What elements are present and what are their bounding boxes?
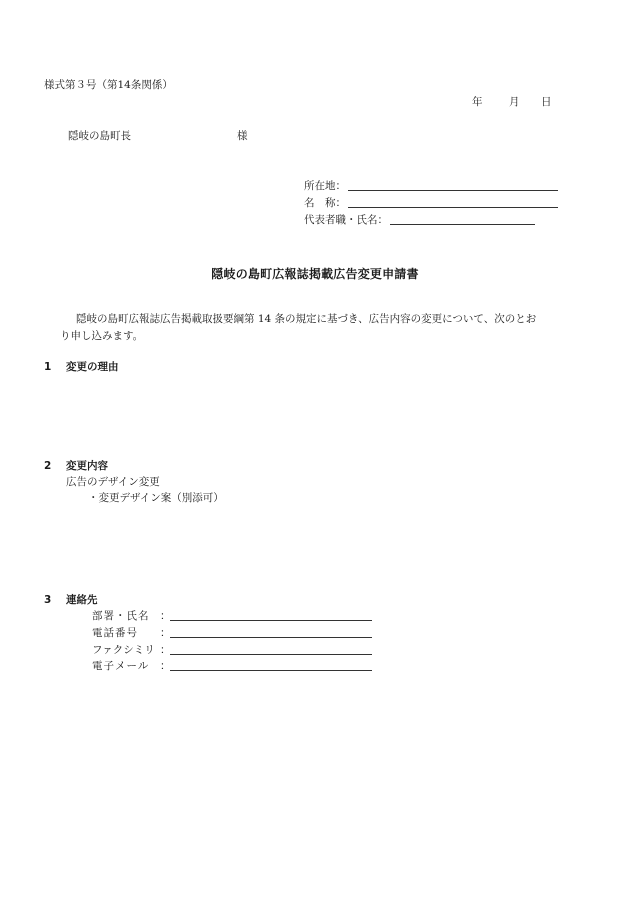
applicant-representative-row [304, 214, 535, 225]
section-1-heading [44, 362, 119, 373]
contact-phone-field[interactable] [170, 627, 372, 638]
section-2-heading [44, 461, 108, 472]
section-2-content: 広告のデザイン変更 [66, 476, 160, 488]
addressee-name: 隠岐の島町長 [68, 130, 131, 142]
body-line-1: 隠岐の島町広報誌広告掲載取扱要綱第 14 条の規定に基づき、広告内容の変更について、次のとお [76, 313, 537, 325]
body-line-2: り申し込みます。 [60, 329, 144, 342]
form-number: 様式第３号（第14条関係） [44, 79, 173, 91]
applicant-name-row [304, 197, 558, 208]
contact-phone-colon: ： [160, 626, 171, 639]
applicant-address-row [304, 180, 558, 191]
applicant-address-field[interactable] [348, 180, 558, 191]
contact-department-field[interactable] [170, 610, 372, 621]
applicant-representative-label: 代表者職・氏名： [304, 213, 388, 226]
contact-row-fax [92, 644, 372, 655]
section-2-title: 変更内容 [66, 460, 108, 472]
date-month-label: 月 [509, 96, 520, 108]
section-2-bullet: ・変更デザイン案（別添可） [88, 492, 224, 504]
body-paragraph [60, 311, 580, 344]
applicant-name-field[interactable] [348, 197, 558, 208]
contact-fax-label: ファクシミリ [92, 643, 155, 656]
contact-phone-label: 電話番号 [92, 626, 138, 639]
contact-email-field[interactable] [170, 660, 372, 671]
section-3-title: 連絡先 [66, 594, 98, 606]
contact-department-label: 部署・氏名 [92, 609, 150, 622]
contact-fax-field[interactable] [170, 644, 372, 655]
contact-email-label: 電子メール [92, 659, 150, 672]
applicant-address-label: 所在地： [304, 179, 346, 192]
contact-email-colon: ： [160, 659, 171, 672]
section-1-title: 変更の理由 [66, 361, 119, 373]
contact-row-department [92, 610, 372, 621]
applicant-representative-field[interactable] [390, 214, 535, 225]
contact-department-colon: ： [160, 609, 171, 622]
section-3-heading [44, 595, 98, 606]
applicant-name-label: 名 称： [304, 196, 346, 209]
contact-row-email [92, 660, 372, 671]
date-day-label: 日 [541, 96, 552, 108]
section-2-number: 2 [44, 460, 52, 472]
contact-row-phone [92, 627, 372, 638]
section-1-number: 1 [44, 361, 52, 373]
contact-fax-colon: ： [160, 643, 171, 656]
section-3-number: 3 [44, 594, 52, 606]
date-year-label: 年 [472, 96, 483, 108]
addressee-honorific: 様 [237, 130, 248, 142]
document-title: 隠岐の島町広報誌掲載広告変更申請書 [211, 267, 419, 281]
